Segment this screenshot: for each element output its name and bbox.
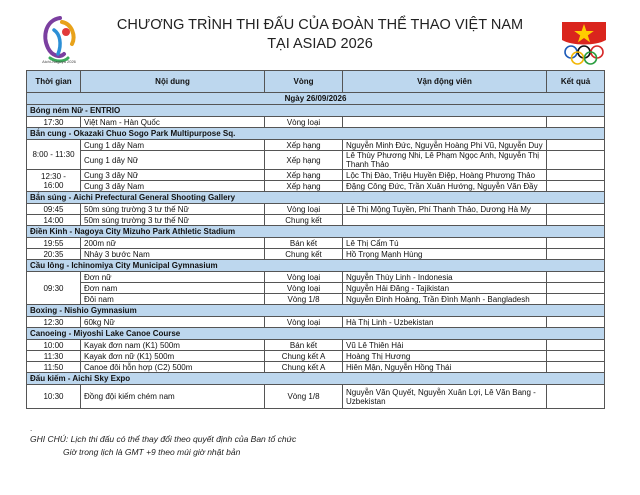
- event-athletes: Nguyễn Văn Quyết, Nguyễn Xuân Lợi, Lê Văn Bang - Uzbekistan: [343, 385, 547, 409]
- sport-title: Bóng ném Nữ - ENTRIO: [27, 105, 605, 117]
- table-row: [27, 117, 605, 128]
- event-round: Chung kết A: [265, 362, 343, 373]
- event-time: 11:50: [27, 362, 81, 373]
- sport-header-row: [27, 105, 605, 117]
- event-name: Đôi nam: [81, 294, 265, 305]
- event-athletes: Đặng Công Đức, Trần Xuân Hướng, Nguyễn Văn Đầy: [343, 181, 547, 192]
- event-result: [547, 215, 605, 226]
- event-result: [547, 117, 605, 128]
- column-header-round: Vòng: [265, 71, 343, 93]
- sport-header-row: [27, 328, 605, 340]
- event-name: Cung 3 dây Nam: [81, 181, 265, 192]
- sport-header-row: [27, 260, 605, 272]
- event-name: Cung 1 dây Nữ: [81, 151, 265, 170]
- event-athletes: Lê Thị Cẩm Tú: [343, 238, 547, 249]
- column-header-time: Thời gian: [27, 71, 81, 93]
- column-header-athletes: Vận động viên: [343, 71, 547, 93]
- page-header: [0, 0, 640, 70]
- event-time: 17:30: [27, 117, 81, 128]
- event-athletes: Hà Thị Linh - Uzbekistan: [343, 317, 547, 328]
- event-time: 09:30: [27, 272, 81, 305]
- table-row: [27, 340, 605, 351]
- table-row: [27, 351, 605, 362]
- title-line-2: TẠI ASIAD 2026: [267, 36, 373, 52]
- note-line-1: GHI CHÚ: Lịch thi đấu có thể thay đổi theo quyết định của Ban tổ chức: [30, 434, 297, 444]
- table-header-row: [27, 71, 605, 93]
- sport-header-row: [27, 373, 605, 385]
- event-result: [547, 294, 605, 305]
- event-result: [547, 362, 605, 373]
- table-row: [27, 249, 605, 260]
- event-athletes: Nguyễn Minh Đức, Nguyễn Hoàng Phi Vũ, Nguyễn Duy: [343, 140, 547, 151]
- event-round: Vòng loại: [265, 317, 343, 328]
- event-time: 09:45: [27, 204, 81, 215]
- sport-title: Boxing - Nishio Gymnasium: [27, 305, 605, 317]
- event-round: Vòng 1/8: [265, 294, 343, 305]
- event-round: Bán kết: [265, 238, 343, 249]
- event-round: Chung kết A: [265, 351, 343, 362]
- event-round: Xếp hạng: [265, 170, 343, 181]
- table-row: [27, 204, 605, 215]
- event-round: Chung kết: [265, 215, 343, 226]
- event-time: 19:55: [27, 238, 81, 249]
- table-row: [27, 181, 605, 192]
- event-round: Xếp hạng: [265, 181, 343, 192]
- column-header-event: Nội dung: [81, 71, 265, 93]
- event-round: Vòng loại: [265, 204, 343, 215]
- sport-title: Điền Kinh - Nagoya City Mizuho Park Athletic Stadium: [27, 226, 605, 238]
- event-athletes: [343, 215, 547, 226]
- event-name: Đơn nam: [81, 283, 265, 294]
- event-result: [547, 170, 605, 181]
- event-athletes: Hiên Mận, Nguyễn Hồng Thái: [343, 362, 547, 373]
- event-time: 20:35: [27, 249, 81, 260]
- event-athletes: Lê Thùy Phương Nhi, Lê Phạm Ngọc Anh, Nguyễn Thị Thanh Thảo: [343, 151, 547, 170]
- sport-title: Bắn cung - Okazaki Chuo Sogo Park Multipurpose Sq.: [27, 128, 605, 140]
- event-result: [547, 204, 605, 215]
- event-result: [547, 140, 605, 151]
- event-result: [547, 317, 605, 328]
- table-row: [27, 272, 605, 283]
- event-round: Xếp hạng: [265, 151, 343, 170]
- event-result: [547, 385, 605, 409]
- sport-title: Đấu kiếm - Aichi Sky Expo: [27, 373, 605, 385]
- schedule-body: [27, 93, 605, 409]
- date-row: [27, 93, 605, 105]
- table-row: [27, 215, 605, 226]
- event-round: Bán kết: [265, 340, 343, 351]
- sport-header-row: [27, 305, 605, 317]
- table-row: [27, 238, 605, 249]
- event-name: 60kg Nữ: [81, 317, 265, 328]
- event-time: 10:30: [27, 385, 81, 409]
- table-row: [27, 151, 605, 170]
- sport-title: Canoeing - Miyoshi Lake Canoe Course: [27, 328, 605, 340]
- table-row: [27, 317, 605, 328]
- event-name: 50m súng trường 3 tư thế Nữ: [81, 215, 265, 226]
- sport-title: Bắn súng - Aichi Prefectural General Shooting Gallery: [27, 192, 605, 204]
- event-athletes: Vũ Lê Thiên Hải: [343, 340, 547, 351]
- page-title: [100, 16, 540, 54]
- event-round: Vòng 1/8: [265, 385, 343, 409]
- logo-caption: Aichi-Nagoya 2026: [42, 59, 76, 64]
- event-name: Đồng đội kiếm chém nam: [81, 385, 265, 409]
- schedule-table: [26, 70, 605, 409]
- event-result: [547, 249, 605, 260]
- event-round: Xếp hạng: [265, 140, 343, 151]
- table-row: [27, 283, 605, 294]
- event-result: [547, 351, 605, 362]
- title-line-1: CHƯƠNG TRÌNH THI ĐẤU CỦA ĐOÀN THỂ THAO VIỆT NAM: [116, 17, 524, 33]
- event-time: 11:30: [27, 351, 81, 362]
- date-label: Ngày 26/09/2026: [27, 93, 605, 105]
- event-name: 50m súng trường 3 tư thế Nữ: [81, 204, 265, 215]
- event-athletes: Nguyễn Đình Hoàng, Trần Đình Mạnh - Bangladesh: [343, 294, 547, 305]
- event-name: Việt Nam - Hàn Quốc: [81, 117, 265, 128]
- note-bullet: .: [30, 424, 33, 433]
- event-time: 8:00 - 11:30: [27, 140, 81, 170]
- event-result: [547, 238, 605, 249]
- note-line-2: Giờ trong lịch là GMT +9 theo múi giờ nhật bản: [63, 447, 241, 457]
- event-athletes: Nguyễn Hải Đăng - Tajikistan: [343, 283, 547, 294]
- event-name: Kayak đơn nữ (K1) 500m: [81, 351, 265, 362]
- event-round: Vòng loại: [265, 117, 343, 128]
- event-athletes: Lộc Thị Đào, Triệu Huyền Điệp, Hoàng Phương Thảo: [343, 170, 547, 181]
- event-name: Cung 3 dây Nữ: [81, 170, 265, 181]
- event-result: [547, 272, 605, 283]
- event-result: [547, 283, 605, 294]
- table-row: [27, 385, 605, 409]
- vietnam-olympic-committee-logo-icon: [560, 20, 608, 68]
- event-result: [547, 151, 605, 170]
- event-name: 200m nữ: [81, 238, 265, 249]
- sport-title: Cầu lông - Ichinomiya City Municipal Gymnasium: [27, 260, 605, 272]
- event-athletes: Nguyễn Thùy Linh - Indonesia: [343, 272, 547, 283]
- event-name: Cung 1 dây Nam: [81, 140, 265, 151]
- table-row: [27, 170, 605, 181]
- event-time: 12:30 - 16:00: [27, 170, 81, 192]
- event-athletes: Hoàng Thị Hương: [343, 351, 547, 362]
- event-name: Đơn nữ: [81, 272, 265, 283]
- sport-header-row: [27, 192, 605, 204]
- event-athletes: Lê Thị Mộng Tuyền, Phí Thanh Thảo, Dương Hà My: [343, 204, 547, 215]
- event-name: Nhảy 3 bước Nam: [81, 249, 265, 260]
- event-result: [547, 340, 605, 351]
- event-round: Chung kết: [265, 249, 343, 260]
- sport-header-row: [27, 128, 605, 140]
- event-result: [547, 181, 605, 192]
- event-athletes: [343, 117, 547, 128]
- notes: [30, 433, 296, 459]
- event-athletes: Hồ Trọng Mạnh Hùng: [343, 249, 547, 260]
- table-row: [27, 140, 605, 151]
- event-name: Canoe đôi hỗn hợp (C2) 500m: [81, 362, 265, 373]
- event-time: 10:00: [27, 340, 81, 351]
- event-round: Vòng loại: [265, 272, 343, 283]
- event-time: 14:00: [27, 215, 81, 226]
- sport-header-row: [27, 226, 605, 238]
- event-name: Kayak đơn nam (K1) 500m: [81, 340, 265, 351]
- event-time: 12:30: [27, 317, 81, 328]
- event-round: Vòng loại: [265, 283, 343, 294]
- table-row: [27, 362, 605, 373]
- table-row: [27, 294, 605, 305]
- column-header-result: Kết quả: [547, 71, 605, 93]
